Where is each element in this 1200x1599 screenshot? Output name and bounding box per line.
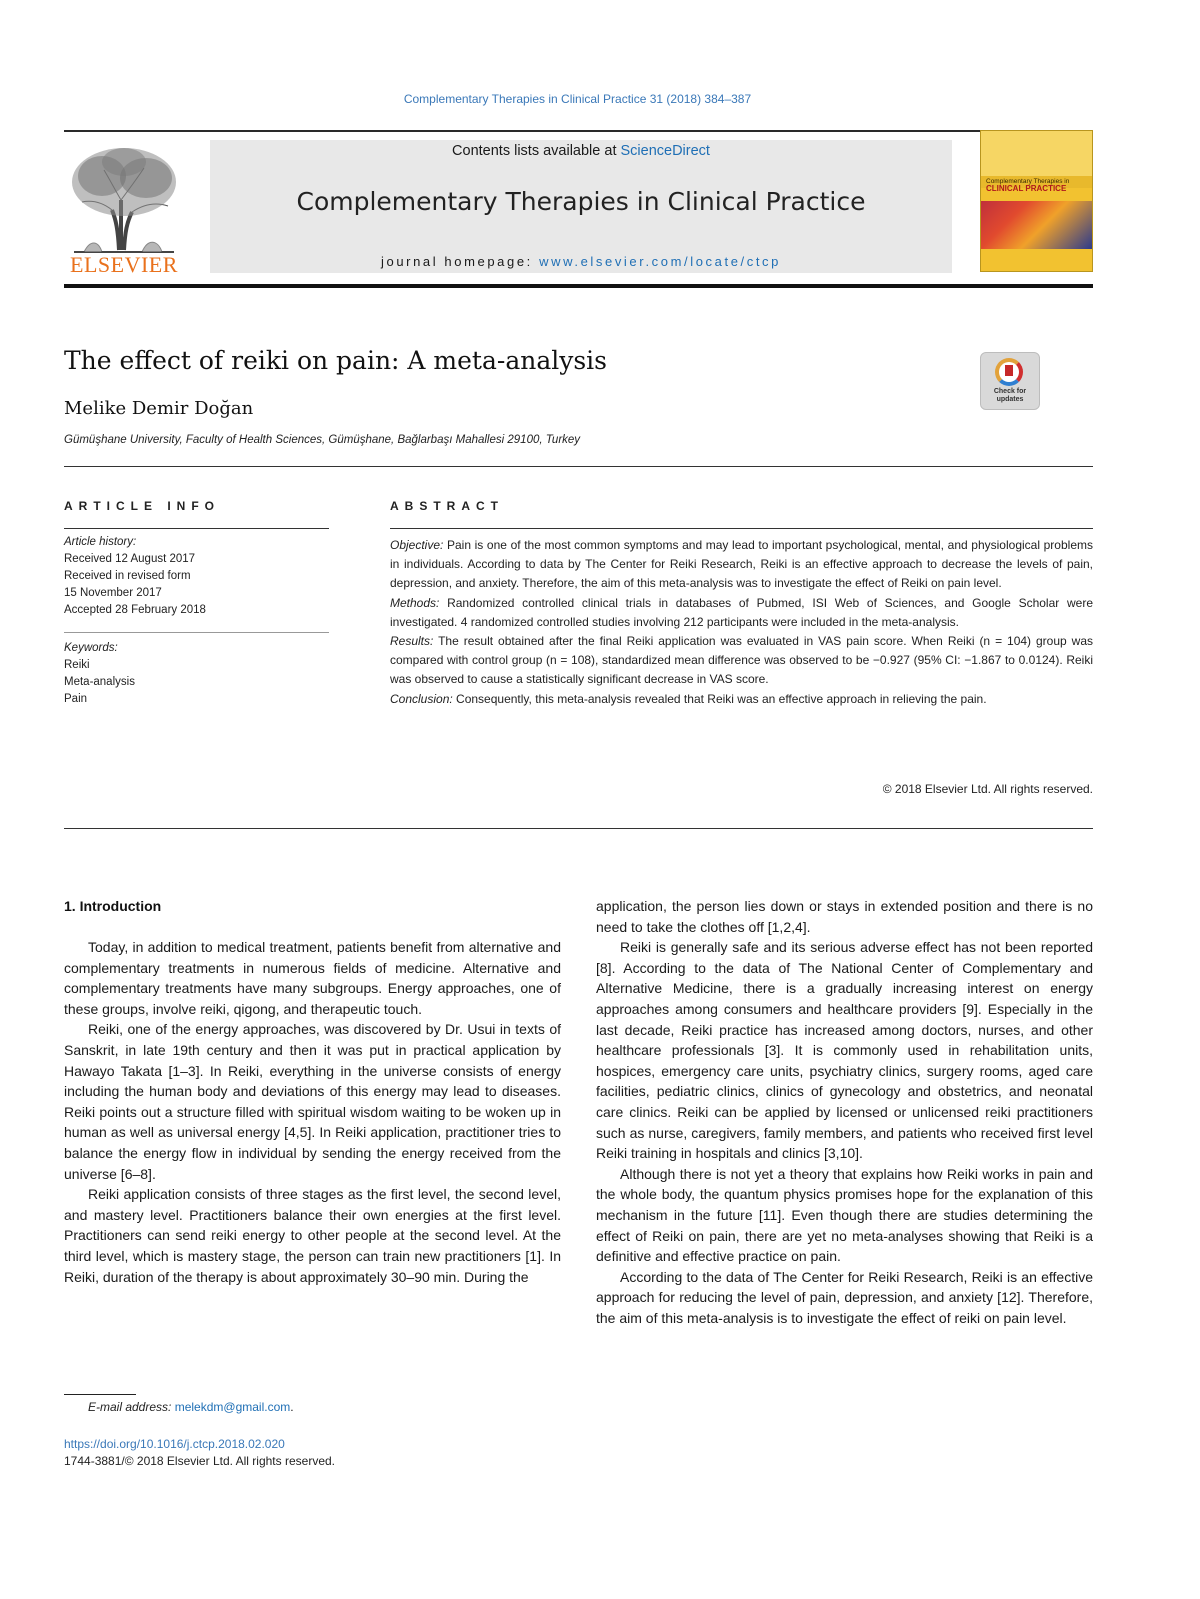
contents-prefix: Contents lists available at	[452, 143, 621, 159]
journal-title: Complementary Therapies in Clinical Practice	[296, 187, 866, 216]
email-link[interactable]: melekdm@gmail.com	[174, 1400, 291, 1414]
abstract-body	[390, 536, 1093, 709]
methods-text: Randomized controlled clinical trials in databases of Pubmed, ISI Web of Sciences, and Google Scholar were investigated. 4 randomized controlled studies involving 212 participants were included in the meta-analysis.	[390, 595, 1093, 629]
elsevier-wordmark: ELSEVIER	[70, 252, 178, 277]
conclusion-label: Conclusion:	[390, 691, 453, 706]
history-accepted: Accepted 28 February 2018	[64, 604, 206, 616]
abstract-results	[390, 632, 1093, 690]
issn-copyright: 1744-3881/© 2018 Elsevier Ltd. All rights reserved.	[64, 1454, 335, 1468]
cover-top	[981, 131, 1092, 176]
spacer	[64, 619, 329, 640]
methods-label: Methods:	[390, 595, 440, 610]
results-label: Results:	[390, 634, 434, 649]
homepage-prefix: journal homepage:	[381, 254, 540, 269]
footnote-rule	[64, 1394, 136, 1395]
homepage-link[interactable]: www.elsevier.com/locate/ctcp	[539, 254, 781, 269]
body-paragraph: Reiki application consists of three stages as the first level, the second level, and mastery level. Practitioners balance their own energies at the first level. Practitioners can send reiki energy to other people at the second level. At the third level, which is mastery stage, the person can train new practitioners [1]. In Reiki, duration of the therapy is about approximately 30–90 min. During the	[64, 1186, 561, 1285]
abstract-objective	[390, 536, 1093, 594]
conclusion-text: Consequently, this meta-analysis revealed that Reiki was an effective approach in relieving the pain.	[452, 691, 987, 706]
article-info-block	[64, 534, 329, 708]
sciencedirect-link[interactable]: ScienceDirect	[620, 143, 710, 159]
cover-title-line1: Complementary Therapies in	[986, 178, 1070, 185]
objective-text: Pain is one of the most common symptoms and may lead to important psychological, mental, and physiological problems in individuals. According to data by The Center for Reiki Research, Reiki is an effective approach to decrease the levels of pain, depression, and anxiety. Therefore, the aim of this meta-analysis was to investigate the effect of Reiki on pain level.	[390, 538, 1093, 591]
body-column-left	[64, 937, 561, 1287]
email-label: E-mail address:	[88, 1400, 175, 1414]
history-label: Article history:	[64, 536, 137, 548]
abstract-heading: ABSTRACT	[390, 499, 504, 513]
body-paragraph: Although there is not yet a theory that explains how Reiki works in pain and the whole body, the quantum physics promises hope for the explanation of this mechanism in the future [11]. Even though there are studies determining the effect of Reiki on pain, there are yet no meta-analyses showing that Reiki is a definitive and effective practice on pain.	[596, 1165, 1093, 1265]
abstract-rule	[390, 528, 1093, 529]
email-suffix: .	[290, 1400, 294, 1414]
cover-image	[981, 201, 1092, 249]
keywords-rule	[64, 632, 329, 633]
email-footnote	[88, 1400, 294, 1414]
body-paragraph: According to the data of The Center for Reiki Research, Reiki is an effective approach for reducing the level of pain, depression, and anxiety [12]. Therefore, the aim of this meta-analysis is to investigate the effect of reiki on pain level.	[596, 1268, 1093, 1326]
abstract-bottom-rule	[64, 828, 1093, 829]
keywords-label: Keywords:	[64, 642, 118, 654]
history-received: Received 12 August 2017	[64, 553, 196, 565]
body-paragraph: Reiki, one of the energy approaches, was discovered by Dr. Usui in texts of Sanskrit, in late 19th century and then it was put in practical application by Hawayo Takata [1–3]. In Reiki, everything in the universe consists of energy including the human body and deviations of this energy may lead to diseases. Reiki points out a structure filled with spiritual wisdom waiting to be woken up in human as well as universal energy [4,5]. In Reiki application, practitioner tries to balance the energy flow in individual by sending the energy received from the universe [6–8].	[64, 1021, 561, 1182]
keyword-item: Pain	[64, 693, 88, 705]
abstract-methods	[390, 594, 1093, 632]
body-paragraph: Today, in addition to medical treatment, patients benefit from alternative and complementary treatments in numerous fields of medicine. Alternative and complementary treatments have many subgroups. Energy approaches, one of these groups, involve reiki, qigong, and therapeutic touch.	[64, 939, 561, 1017]
author-affiliation: Gümüşhane University, Faculty of Health Sciences, Gümüşhane, Bağlarbaşı Mahallesi 29100, Turkey	[64, 434, 581, 446]
doi-link[interactable]: https://doi.org/10.1016/j.ctcp.2018.02.020	[64, 1437, 285, 1451]
abstract-copyright: © 2018 Elsevier Ltd. All rights reserved.	[882, 782, 1093, 796]
cover-title-line2: CLINICAL PRACTICE	[986, 184, 1067, 193]
keyword-item: Reiki	[64, 659, 90, 671]
cover-title	[986, 178, 1069, 193]
header-rule-top	[64, 130, 1093, 132]
contents-available-line	[210, 143, 952, 159]
history-revised: Received in revised form	[64, 570, 191, 582]
header-rule-thick	[64, 284, 1093, 288]
check-for-updates-badge[interactable]	[980, 352, 1040, 410]
check-updates-label: Check for updates	[993, 388, 1027, 403]
article-info-rule	[64, 528, 329, 529]
history-revised-date: 15 November 2017	[64, 587, 162, 599]
title-rule	[64, 466, 1093, 467]
keyword-item: Meta-analysis	[64, 676, 135, 688]
bookmark-icon	[1005, 365, 1013, 376]
body-paragraph: application, the person lies down or stays in extended position and there is no need to take the clothes off [1,2,4].	[596, 898, 1093, 935]
abstract-conclusion	[390, 690, 1093, 709]
journal-citation[interactable]: Complementary Therapies in Clinical Practice 31 (2018) 384–387	[403, 92, 752, 106]
journal-cover-thumbnail[interactable]	[980, 130, 1093, 272]
body-paragraph: Reiki is generally safe and its serious adverse effect has not been reported [8]. According to the data of The National Center of Complementary and Alternative Medicine, there is a gradually increasing interest on energy approaches among consumers and healthcare providers [9]. Especially in the last decade, Reiki practice has increased among doctors, nurses, and other healthcare professionals [3]. It is commonly used in rehabilitation units, hospices, emergency care units, psychiatry clinics, surgery rooms, aged care facilities, pediatric clinics, clinics of gynecology and obstetrics, and neonatal care clinics. Reiki can be applied by licensed or unlicensed reiki practitioners such as nurse, caregivers, family members, and patients who received first level Reiki training in hospitals and clinics [3,10].	[596, 939, 1093, 1162]
results-text: The result obtained after the final Reiki application was evaluated in VAS pain score. When Reiki (n = 104) group was compared with control group (n = 108), standardized mean difference was observed to be −0.927 (95% CI: −1.867 to 0.0124). Reiki was observed to cause a statistically significant decrease in VAS score.	[390, 634, 1093, 687]
journal-homepage-line	[210, 254, 952, 269]
cover-footer	[981, 249, 1092, 271]
body-column-right	[596, 896, 1093, 1328]
objective-label: Objective:	[390, 538, 444, 552]
introduction-heading: 1. Introduction	[64, 898, 162, 914]
article-info-heading: ARTICLE INFO	[64, 499, 220, 513]
author-name[interactable]: Melike Demir Doğan	[64, 398, 254, 419]
article-title: The effect of reiki on pain: A meta-analysis	[64, 346, 608, 375]
